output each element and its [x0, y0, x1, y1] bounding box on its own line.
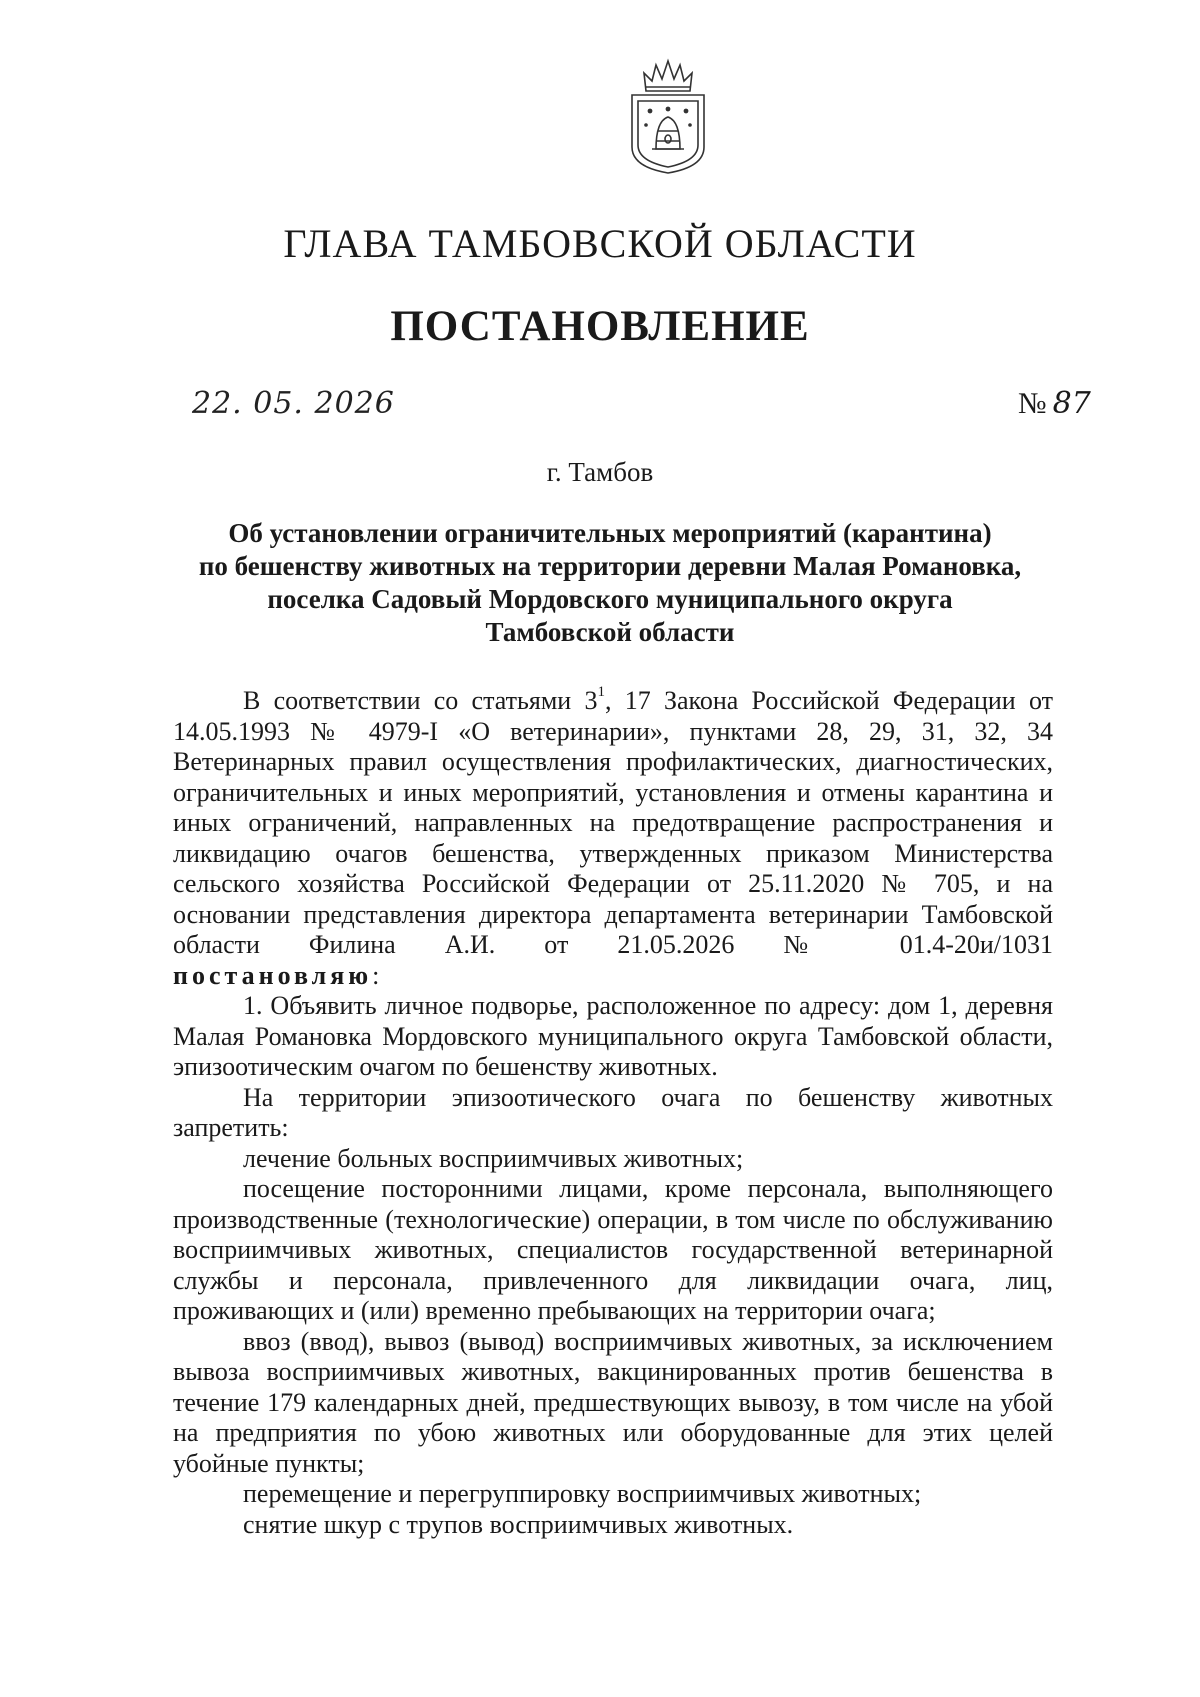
- preamble-paragraph: [173, 686, 1053, 961]
- number-sign: №: [1018, 387, 1047, 420]
- city: г. Тамбов: [546, 457, 654, 487]
- decree-line: [173, 961, 1053, 992]
- tambov-coat-of-arms-icon: [622, 55, 714, 177]
- title-line: Об установлении ограничительных мероприятий (карантина): [228, 518, 992, 548]
- document-title: [175, 517, 1045, 649]
- paragraph: снятие шкур с трупов восприимчивых животных.: [243, 1509, 794, 1539]
- issuing-authority: ГЛАВА ТАМБОВСКОЙ ОБЛАСТИ: [283, 221, 917, 266]
- paragraph: лечение больных восприимчивых животных;: [243, 1143, 744, 1173]
- paragraph: посещение посторонними лицами, кроме персонала, выполняющего производственные (технологические) операции, в том числе по обслуживанию восприимчивых животных, специалистов государственной ветеринарной службы и персонала, привлеченного для ликвидации очага, лиц, проживающих и (или) временно пребывающих на территории очага;: [173, 1174, 1053, 1325]
- decree-word: постановляю: [173, 960, 373, 990]
- title-line: поселка Садовый Мордовского муниципального округа: [267, 584, 953, 614]
- paragraph: перемещение и перегруппировку восприимчивых животных;: [243, 1479, 922, 1508]
- preamble-text-1: В соответствии со статьями 3: [243, 686, 598, 715]
- paragraph: На территории эпизоотического очага по бешенству животных запретить:: [173, 1082, 1053, 1142]
- number-value: 87: [1052, 386, 1091, 421]
- title-line: по бешенству животных на территории деревни Малая Романовка,: [198, 551, 1022, 581]
- preamble-text-2: , 17 Закона Российской Федерации от 14.05.1993 № 4979-I «О ветеринарии», пунктами 28, 29, 31, 32, 34 Ветеринарных правил осуществления профилактических, диагностических, ограничительных и иных мероприятий, установления и отмены карантина и иных ограничений, направленных на предотвращение распространения и ликвидацию очагов бешенства, утвержденных приказом Министерства сельского хозяйства Российской Федерации от 25.11.2020 № 705, и на основании представления директора департамента ветеринарии Тамбовской области Филина А.И. от 21.05.2026 № 01.4-20и/1031: [173, 686, 1053, 959]
- document-body: [173, 686, 1053, 1540]
- title-line: Тамбовской области: [485, 617, 735, 647]
- paragraph: 1. Объявить личное подворье, расположенное по адресу: дом 1, деревня Малая Романовка Мордовского муниципального округа Тамбовской области, эпизоотическим очагом по бешенству животных.: [173, 991, 1053, 1081]
- document-type: ПОСТАНОВЛЕНИЕ: [390, 303, 810, 350]
- paragraph: ввоз (ввод), вывоз (вывод) восприимчивых животных, за исключением вывоза восприимчивых животных, вакцинированных против бешенства в течение 179 календарных дней, предшествующих вывозу, в том числе на убой на предприятия по убою животных или оборудованные для этих целей убойные пункты;: [173, 1326, 1053, 1478]
- decree-colon: :: [372, 960, 380, 990]
- document-date: 22. 05. 2026: [192, 386, 395, 421]
- article-superscript: 1: [597, 684, 605, 701]
- document-number: [1018, 386, 1091, 421]
